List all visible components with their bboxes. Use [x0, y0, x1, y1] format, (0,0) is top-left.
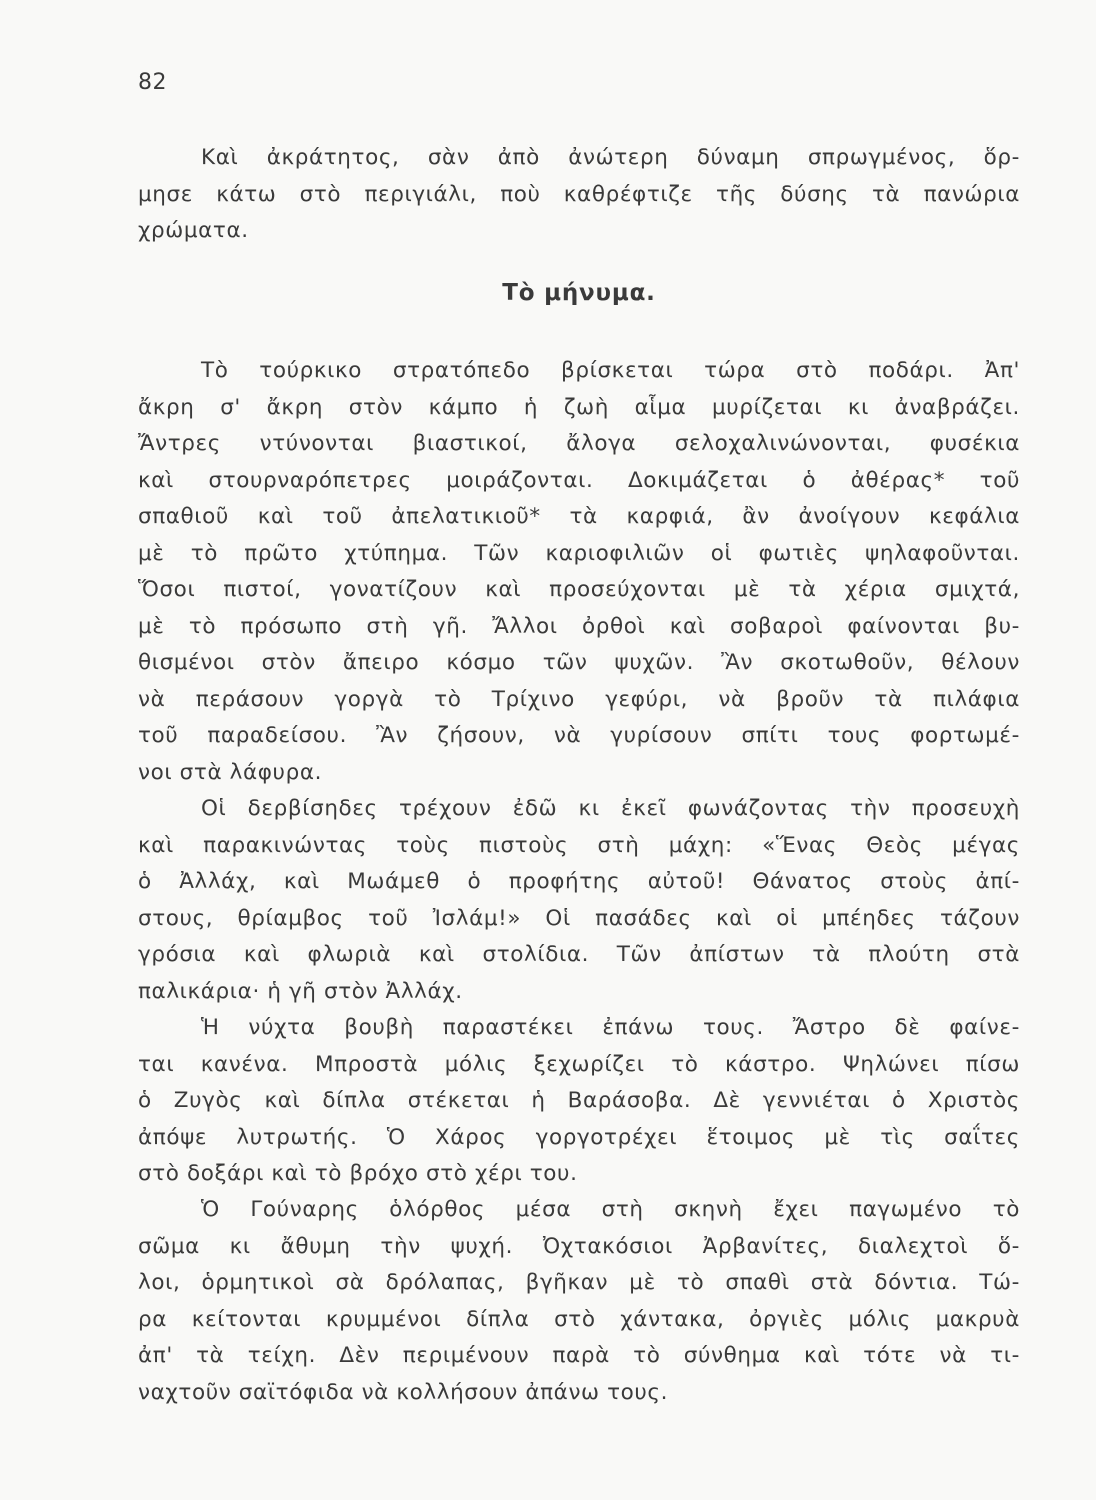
text-line: ρα κείτονται κρυμμένοι δίπλα στὸ χάντακα, ὀργιὲς μόλις μακρυὰ	[138, 1306, 1020, 1332]
text-line: Καὶ ἀκράτητος, σὰν ἀπὸ ἀνώτερη δύναμη σπρωγμένος, ὅρ-	[201, 145, 1020, 170]
text-line: στους, θρίαμβος τοῦ Ἰσλάμ!» Οἱ πασάδες καὶ οἱ μπέηδες τάζουν	[138, 905, 1020, 931]
text-line: σῶμα κι ἄθυμη τὴν ψυχή. Ὀχτακόσιοι Ἀρβανίτες, διαλεχτοὶ ὅ-	[138, 1233, 1020, 1259]
text-line: Ὁ Γούναρης ὁλόρθος μέσα στὴ σκηνὴ ἔχει παγωμένο τὸ	[201, 1197, 1020, 1222]
text-line: ἄκρη σ' ἄκρη στὸν κάμπο ἡ ζωὴ αἷμα μυρίζεται κι ἀναβράζει.	[138, 394, 1020, 420]
text-line: γρόσια καὶ φλωριὰ καὶ στολίδια. Τῶν ἀπίστων τὰ πλούτη στὰ	[138, 942, 1020, 967]
paragraph-3	[138, 1010, 1020, 1193]
paragraph-1	[138, 353, 1020, 791]
page-number: 82	[138, 70, 167, 95]
text-line: Ἡ νύχτα βουβὴ παραστέκει ἐπάνω τους. Ἄστρο δὲ φαίνε-	[201, 1015, 1020, 1040]
text-line: τοῦ παραδείσου. Ἂν ζήσουν, νὰ γυρίσουν σπίτι τους φορτωμέ-	[138, 723, 1020, 748]
text-line: ὁ Ζυγὸς καὶ δίπλα στέκεται ἡ Βαράσοβα. Δὲ γεννιέται ὁ Χριστὸς	[138, 1088, 1020, 1113]
text-line: καὶ στουρναρόπετρες μοιράζονται. Δοκιμάζεται ὁ ἀθέρας* τοῦ	[138, 467, 1020, 493]
text-line: Τὸ τούρκικο στρατόπεδο βρίσκεται τώρα στὸ ποδάρι. Ἀπ'	[201, 358, 1020, 383]
text-line: θισμένοι στὸν ἄπειρο κόσμο τῶν ψυχῶν. Ἂν σκοτωθοῦν, θέλουν	[138, 650, 1020, 675]
text-line: ὁ Ἀλλάχ, καὶ Μωάμεθ ὁ προφήτης αὐτοῦ! Θάνατος στοὺς ἀπί-	[138, 869, 1020, 894]
text-line: μὲ τὸ πρῶτο χτύπημα. Τῶν καριοφιλιῶν οἱ φωτιὲς ψηλαφοῦνται.	[138, 540, 1020, 566]
text-line: παλικάρια· ἡ γῆ στὸν Ἀλλάχ.	[138, 978, 463, 1004]
text-line: καὶ παρακινώντας τοὺς πιστοὺς στὴ μάχη: «Ἕνας Θεὸς μέγας	[138, 832, 1020, 858]
text-line: Ἄντρες ντύνονται βιαστικοί, ἄλογα σελοχαλινώνονται, φυσέκια	[138, 431, 1020, 456]
text-line: στὸ δοξάρι καὶ τὸ βρόχο στὸ χέρι του.	[138, 1161, 578, 1186]
paragraph-2	[138, 791, 1020, 1010]
paragraph-4	[138, 1192, 1020, 1411]
text-line: λοι, ὁρμητικοὶ σὰ δρόλαπας, βγῆκαν μὲ τὸ σπαθὶ στὰ δόντια. Τώ-	[138, 1270, 1020, 1295]
text-line: μησε κάτω στὸ περιγιάλι, ποὺ καθρέφτιζε τῆς δύσης τὰ πανώρια	[138, 181, 1020, 207]
text-line: νὰ περάσουν γοργὰ τὸ Τρίχινο γεφύρι, νὰ βροῦν τὰ πιλάφια	[138, 686, 1020, 712]
text-line: μὲ τὸ πρόσωπο στὴ γῆ. Ἄλλοι ὀρθοὶ καὶ σοβαροὶ φαίνονται βυ-	[138, 613, 1020, 639]
text-line: ται κανένα. Μπροστὰ μόλις ξεχωρίζει τὸ κάστρο. Ψηλώνει πίσω	[138, 1051, 1020, 1077]
text-line: σπαθιοῦ καὶ τοῦ ἀπελατικιοῦ* τὰ καρφιά, ἂν ἀνοίγουν κεφάλια	[138, 504, 1020, 529]
text-line: Οἱ δερβίσηδες τρέχουν ἐδῶ κι ἐκεῖ φωνάζοντας τὴν προσευχὴ	[201, 796, 1020, 821]
text-line: Ὅσοι πιστοί, γονατίζουν καὶ προσεύχονται μὲ τὰ χέρια σμιχτά,	[138, 577, 1020, 602]
text-line: ἀπόψε λυτρωτής. Ὁ Χάρος γοργοτρέχει ἕτοιμος μὲ τὶς σαΐτες	[138, 1124, 1020, 1150]
text-line: ναχτοῦν σαϊτόφιδα νὰ κολλήσουν ἀπάνω τους.	[138, 1379, 669, 1405]
section-title: Τὸ μήνυμα.	[502, 280, 656, 306]
text-line: ἀπ' τὰ τείχη. Δὲν περιμένουν παρὰ τὸ σύνθημα καὶ τότε νὰ τι-	[138, 1343, 1020, 1368]
intro-paragraph	[138, 140, 1020, 250]
text-line: χρώματα.	[138, 218, 249, 243]
text-line: νοι στὰ λάφυρα.	[138, 759, 323, 785]
